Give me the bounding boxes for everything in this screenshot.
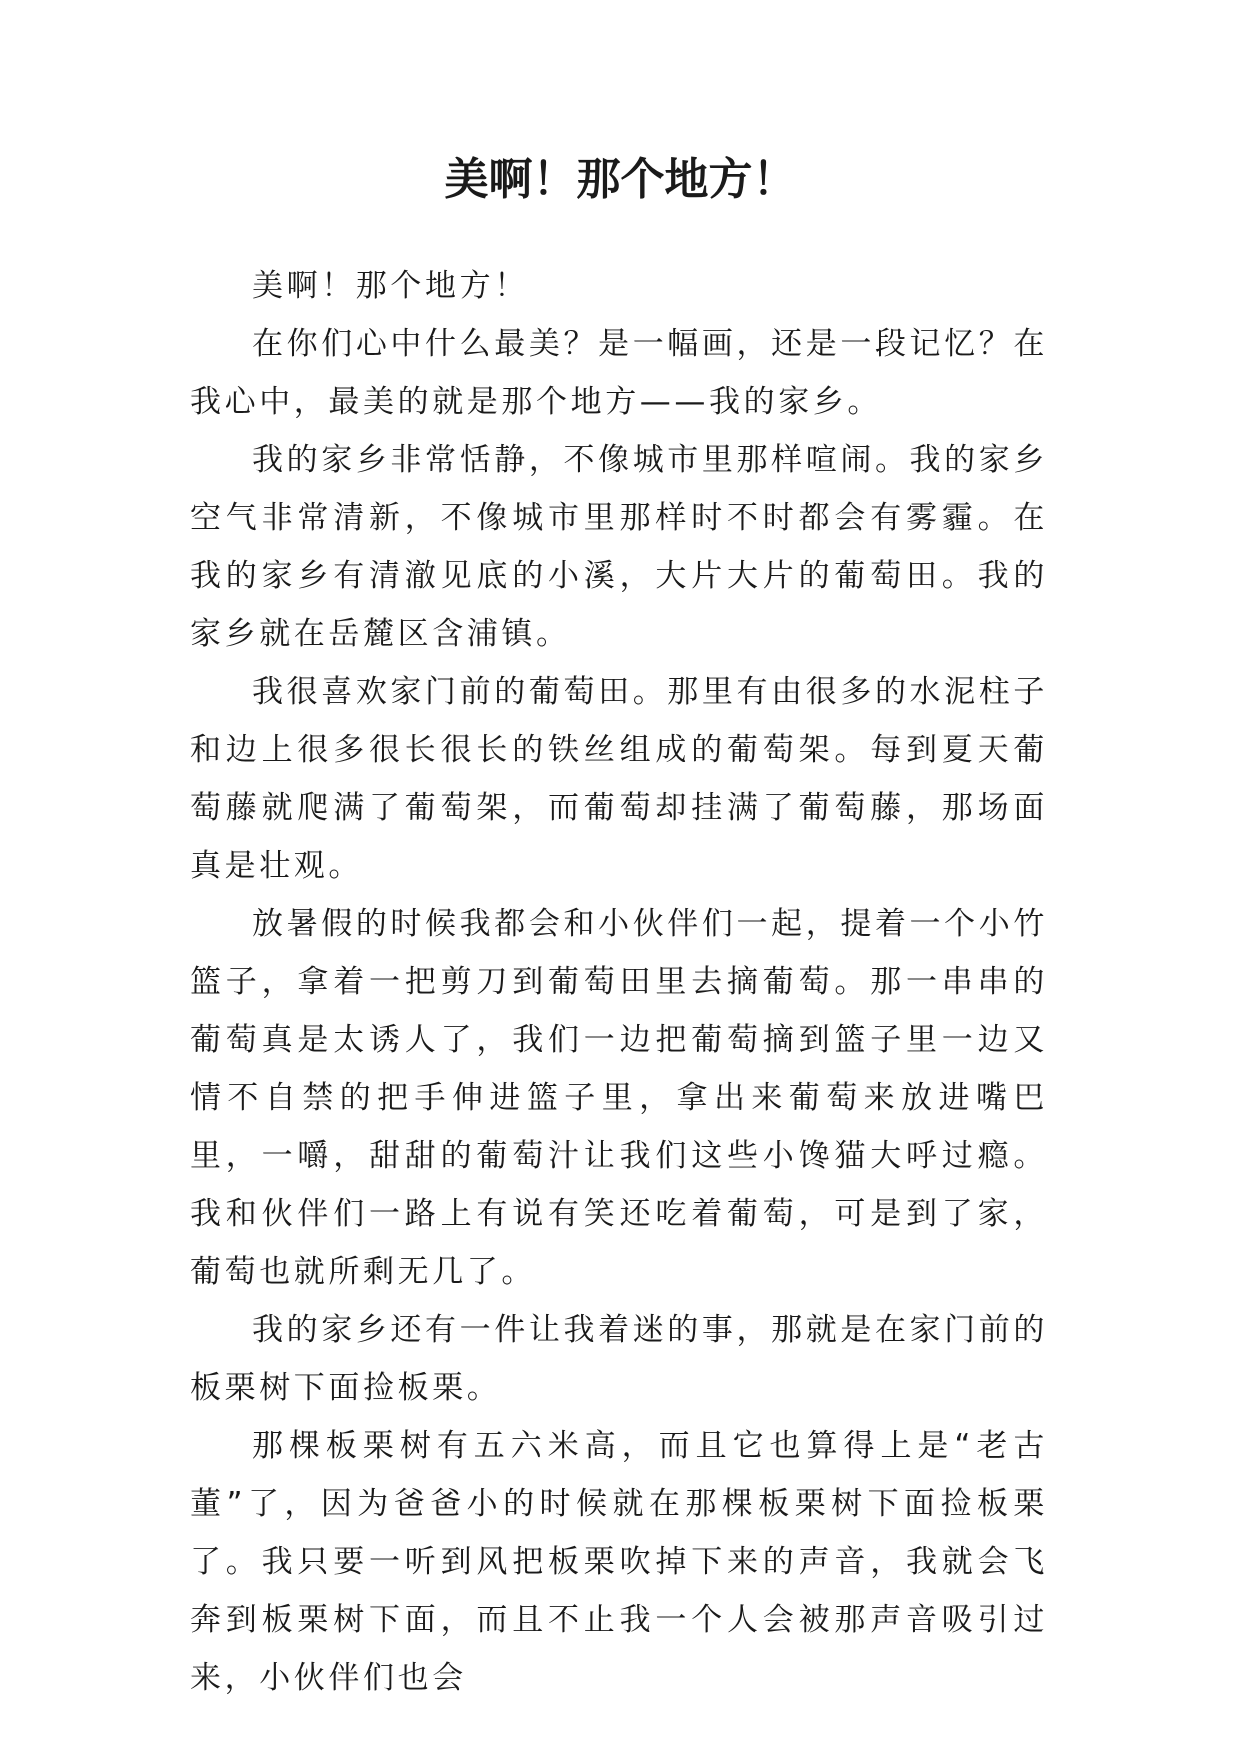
paragraph: 我的家乡非常恬静，不像城市里那样喧闹。我的家乡空气非常清新，不像城市里那样时不时都会有雾霾。在我的家乡有清澈见底的小溪，大片大片的葡萄田。我的家乡就在岳麓区含浦镇。 [190,442,1048,652]
paragraph: 放暑假的时候我都会和小伙伴们一起，提着一个小竹篮子，拿着一把剪刀到葡萄田里去摘葡萄。那一串串的葡萄真是太诱人了，我们一边把葡萄摘到篮子里一边又情不自禁的把手伸进篮子里，拿出来葡萄来放进嘴巴里，一嚼，甜甜的葡萄汁让我们这些小馋猫大呼过瘾。我和伙伴们一路上有说有笑还吃着葡萄，可是到了家，葡萄也就所剩无几了。 [190,906,1048,1290]
paragraph: 在你们心中什么最美？是一幅画，还是一段记忆？在我心中，最美的就是那个地方——我的家乡。 [190,326,1048,420]
paragraph: 美啊！那个地方！ [252,268,529,304]
document-body [190,257,1048,1707]
paragraph: 我的家乡还有一件让我着迷的事，那就是在家门前的板栗树下面捡板栗。 [190,1312,1048,1406]
paragraph: 那棵板栗树有五六米高，而且它也算得上是“老古董”了，因为爸爸小的时候就在那棵板栗树下面捡板栗了。我只要一听到风把板栗吹掉下来的声音，我就会飞奔到板栗树下面，而且不止我一个人会被那声音吸引过来，小伙伴们也会 [190,1428,1048,1696]
page-title: 美啊！那个地方！ [444,154,797,205]
paragraph: 我很喜欢家门前的葡萄田。那里有由很多的水泥柱子和边上很多很长很长的铁丝组成的葡萄架。每到夏天葡萄藤就爬满了葡萄架，而葡萄却挂满了葡萄藤，那场面真是壮观。 [190,674,1048,884]
